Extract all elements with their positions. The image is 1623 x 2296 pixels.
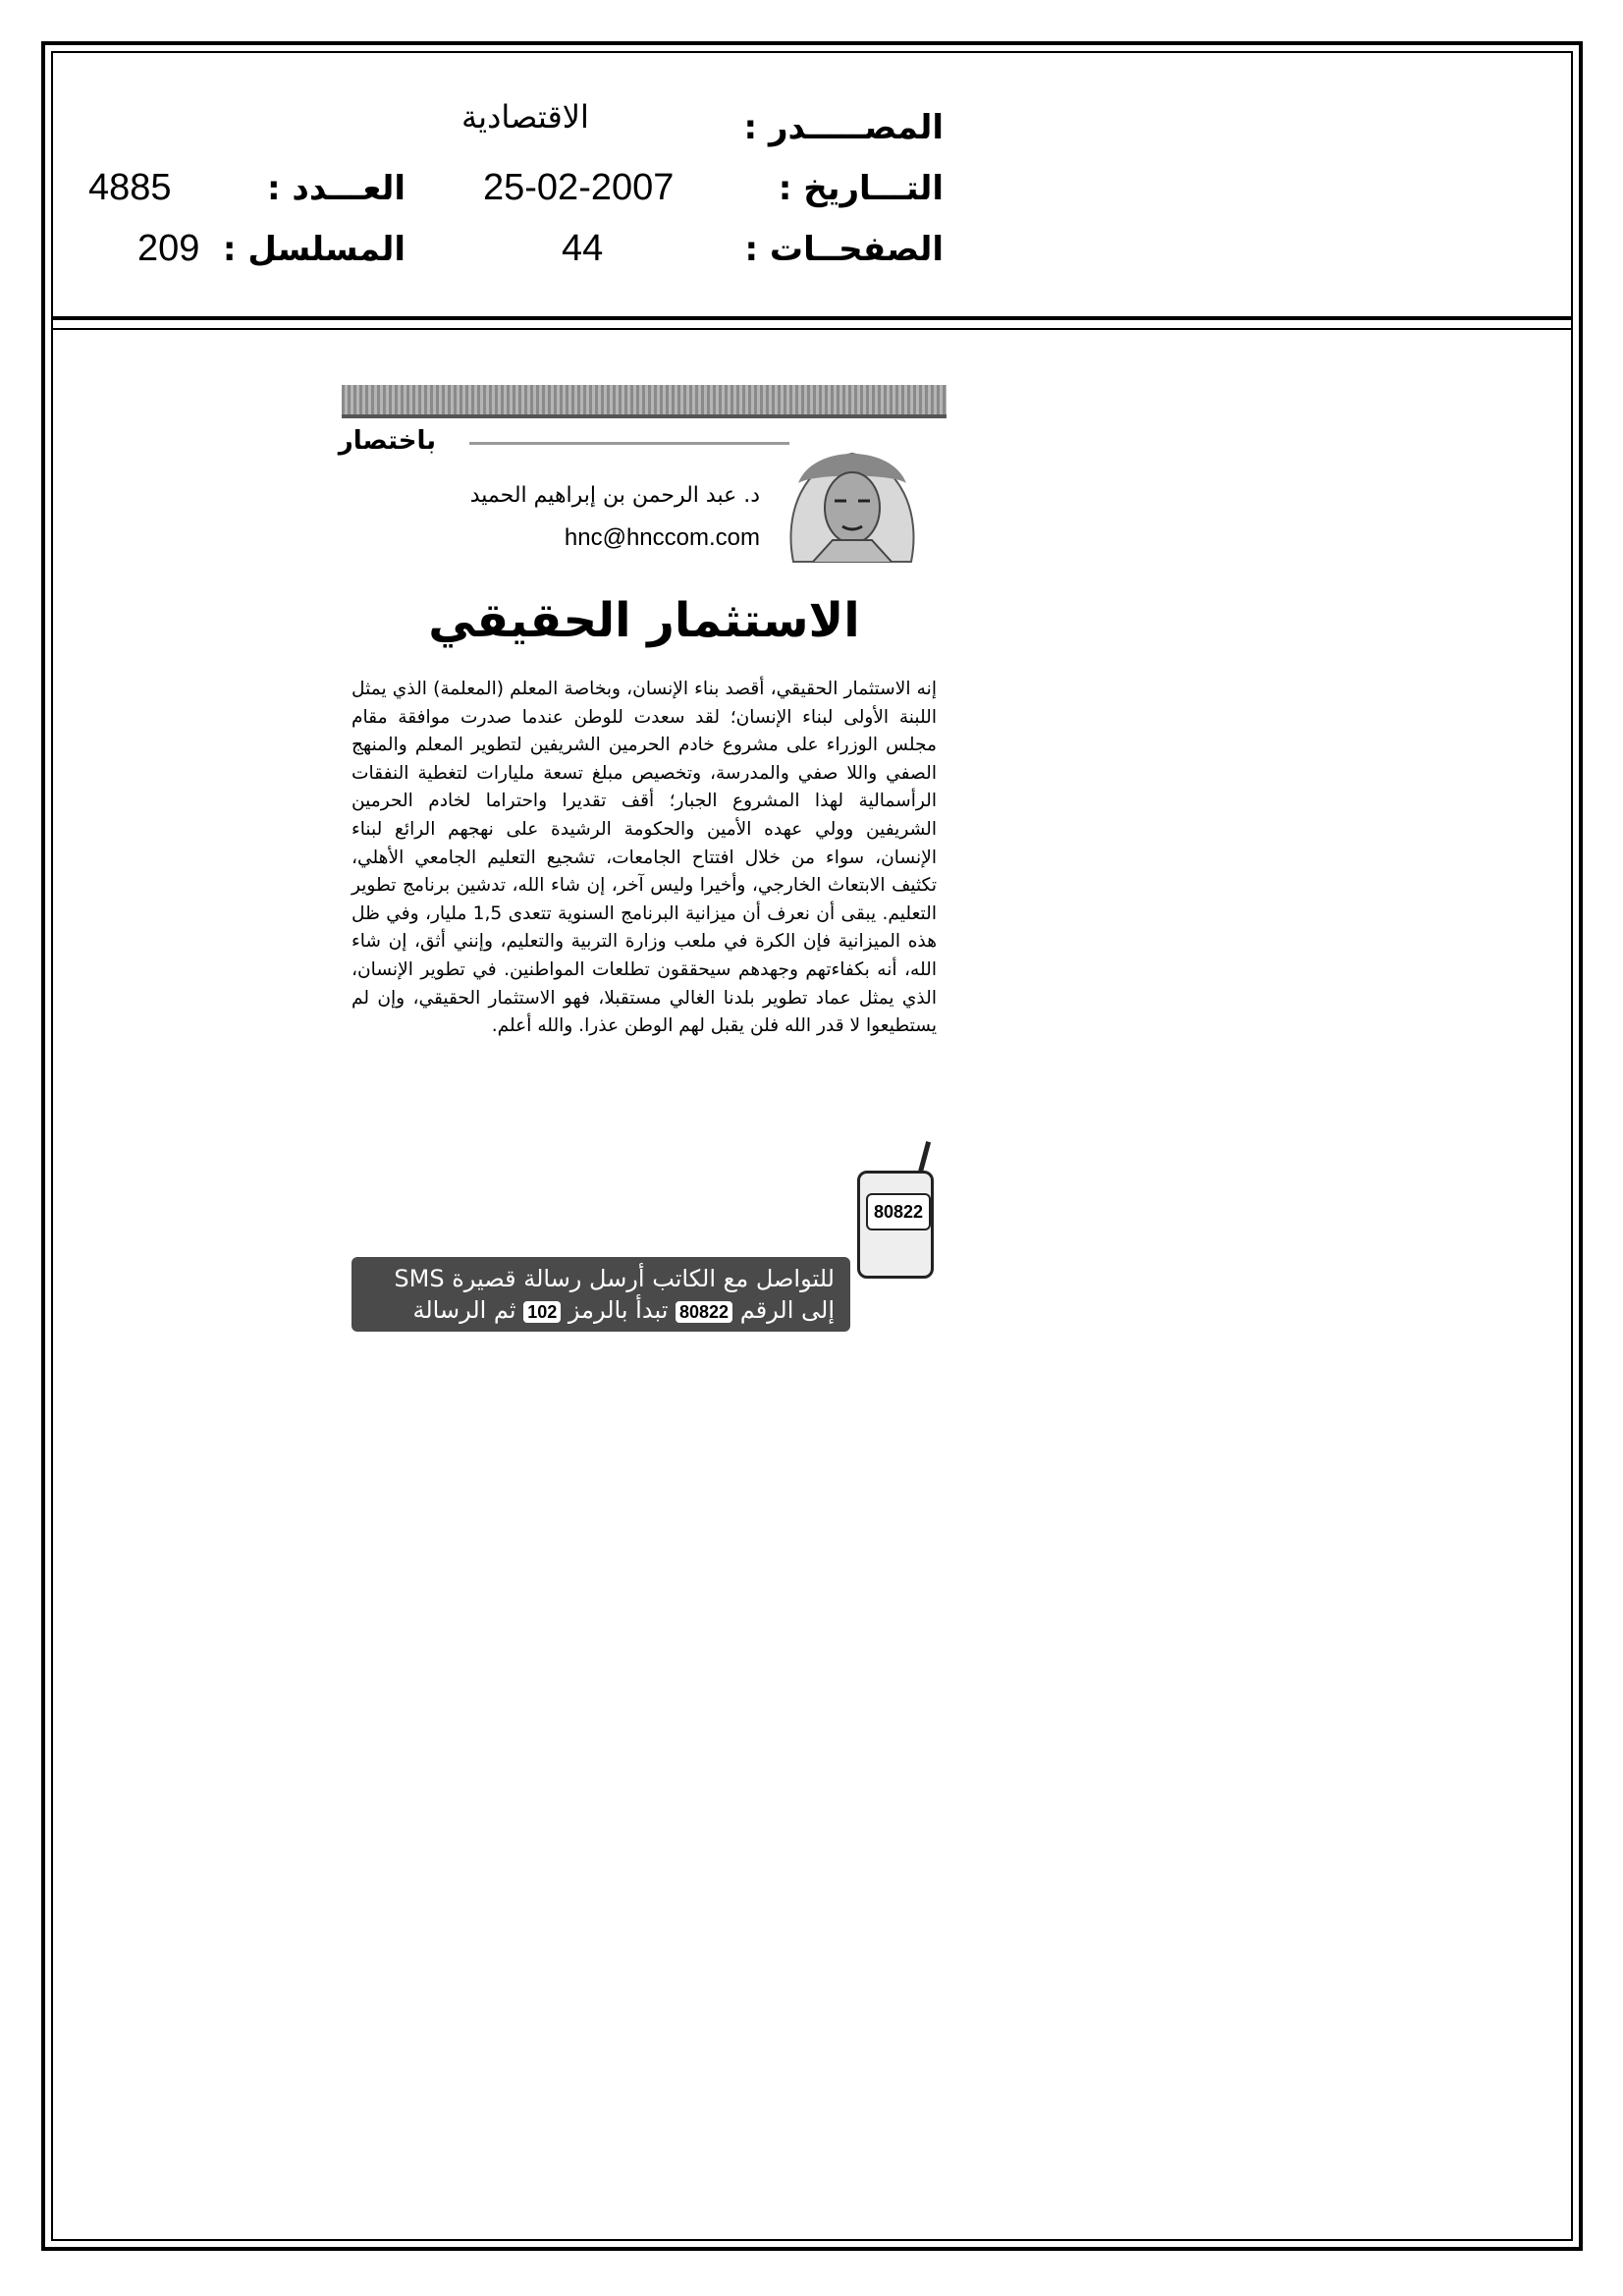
sms-number-chip: 80822	[676, 1301, 732, 1323]
author-name: د. عبد الرحمن بن إبراهيم الحميد	[469, 483, 760, 508]
sms-line-2	[367, 1294, 835, 1326]
pages-value: 44	[562, 228, 604, 269]
clipping-top-rule	[342, 414, 947, 418]
sms-line-2-suffix: ثم الرسالة	[412, 1296, 516, 1324]
sms-line-2-middle: تبدأ بالرمز	[568, 1296, 669, 1324]
sms-line-2-prefix: إلى الرقم	[739, 1296, 835, 1324]
article-paragraph: إنه الاستثمار الحقيقي، أقصد بناء الإنسان، وبخاصة المعلم (المعلمة) الذي يمثل اللبنة الأولى لبناء الإنسان؛ لقد سعدت للوطن عندما صدرت موافقة مقام مجلس الوزراء على مشروع خادم الحرمين الشريفين لتطوير المعلم والمنهج الصفي واللا صفي والمدرسة، وتخصيص مبلغ تسعة مليارات لتغطية النفقات الرأسمالية لهذا المشروع الجبار؛ أقف تقديرا واحتراما لخادم الحرمين الشريفين وولي عهده الأمين والحكومة الرشيدة على نهجهم الرائع لبناء الإنسان، سواء من خلال افتتاح الجامعات، تشجيع التعليم الجامعي الأهلي، تكثيف الابتعاث الخارجي، وأخيرا وليس آخر، إن شاء الله، تدشين برنامج تطوير التعليم. يبقى أن نعرف أن ميزانية البرنامج السنوية تتعدى 1,5 مليار، وفي ظل هذه الميزانية فإن الكرة في ملعب وزارة التربية والتعليم، وإنني أثق، إن شاء الله، أنه بكفاءتهم وجهدهم سيحققون تطلعات المواطنين. في تطوير الإنسان، الذي يمثل عماد تطوير بلدنا الغالي مستقبلا، فهو الاستثمار الحقيقي، وإن لم يستطيعوا لا قدر الله فلن يقبل لهم الوطن عذرا. والله أعلم.	[352, 679, 937, 1037]
author-email: hnc@hnccom.com	[564, 524, 760, 551]
section-rule	[469, 442, 789, 445]
sms-code-chip: 102	[523, 1301, 561, 1323]
pages-label: الصفحــات :	[744, 230, 944, 269]
article-title: الاستثمار الحقيقي	[428, 593, 860, 648]
serial-label: المسلسل :	[222, 230, 406, 269]
issue-label: العـــدد :	[267, 169, 406, 208]
author-photo	[774, 424, 931, 572]
issue-value: 4885	[88, 167, 172, 208]
sms-line-1: للتواصل مع الكاتب أرسل رسالة قصيرة SMS	[394, 1265, 835, 1292]
clipping-top-band	[342, 385, 947, 414]
section-name: باختصار	[338, 426, 436, 456]
phone-icon	[857, 1171, 934, 1279]
article-body	[352, 676, 937, 1041]
date-label: التـــاريخ :	[778, 169, 944, 208]
phone-sms-number: 80822	[866, 1193, 931, 1230]
header-divider-thin	[51, 328, 1573, 330]
header-divider	[51, 316, 1573, 320]
source-label: المصـــــدر :	[743, 108, 944, 147]
serial-value: 209	[137, 228, 200, 269]
source-value: الاقتصادية	[461, 98, 589, 136]
sms-contact-box	[352, 1257, 850, 1332]
date-value: 25-02-2007	[483, 167, 675, 208]
newspaper-clipping	[338, 385, 947, 1336]
